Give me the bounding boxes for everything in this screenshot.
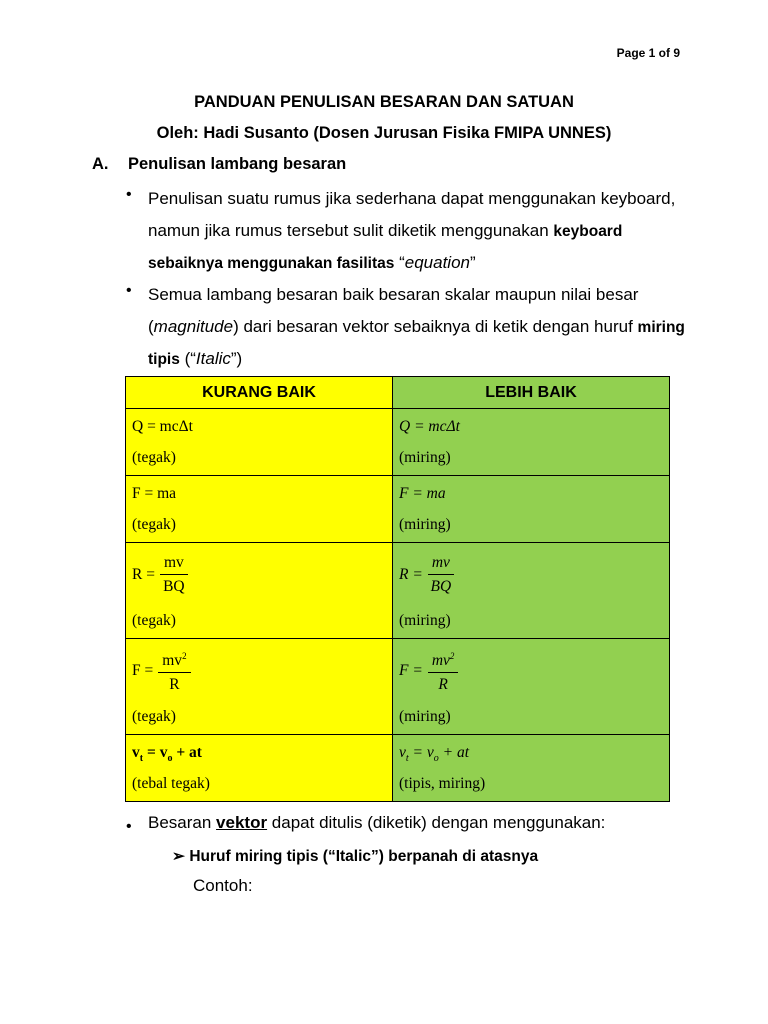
- formula-italic: [399, 641, 663, 701]
- numerator: mv: [428, 552, 454, 575]
- table-row: [126, 543, 670, 639]
- formula-bold-upright: [132, 737, 386, 768]
- bullet-dot: •: [126, 282, 132, 299]
- symbol: =: [143, 744, 160, 761]
- symbol: + at: [172, 744, 202, 761]
- fraction: [158, 645, 190, 697]
- italic-text: magnitude: [153, 316, 234, 336]
- formula-lhs: F =: [132, 662, 154, 679]
- formula-upright: [132, 545, 386, 605]
- sub-list-item: [172, 847, 538, 866]
- symbol: v: [399, 744, 406, 761]
- note: (miring): [399, 449, 451, 466]
- fraction: [160, 552, 188, 599]
- formula-italic: F = ma: [399, 485, 446, 502]
- numerator: [158, 645, 190, 673]
- page-number: Page 1 of 9: [616, 46, 680, 60]
- table-cell: [393, 639, 670, 735]
- formula-upright: Q = mcΔt: [132, 418, 193, 435]
- bullet-paragraph-3: [148, 813, 605, 833]
- table-cell: [393, 735, 670, 802]
- denominator: R: [438, 676, 448, 694]
- symbol: =: [408, 744, 427, 761]
- note: (tegak): [132, 516, 176, 533]
- note: (tegak): [132, 708, 176, 725]
- example-label: Contoh:: [193, 876, 253, 895]
- sub-item-text: Huruf miring tipis (“Italic”) berpanah di atasnya: [189, 848, 539, 865]
- subscript: o: [433, 753, 439, 765]
- table-cell: [393, 409, 670, 476]
- section-heading: [92, 155, 346, 174]
- bullet-dot: •: [126, 186, 132, 203]
- note: (tegak): [132, 449, 176, 466]
- table-cell: [126, 735, 393, 802]
- arrow-bullet-icon: ➢: [172, 848, 185, 865]
- subscript: t: [139, 753, 144, 765]
- italic-text: equation: [404, 253, 470, 272]
- numerator-text: mv: [431, 652, 450, 670]
- bullet-dot: •: [126, 818, 132, 835]
- exponent: 2: [449, 650, 455, 661]
- document-author: Oleh: Hadi Susanto (Dosen Jurusan Fisika FMIPA UNNES): [156, 124, 612, 142]
- symbol: v: [132, 744, 140, 761]
- note: (miring): [399, 708, 451, 725]
- quote: ”: [470, 253, 476, 272]
- bold-text: keyboard sebaiknya menggunakan fasilitas: [148, 222, 623, 272]
- paragraph-text: Penulisan suatu rumus jika sederhana dapat menggunakan keyboard, namun jika rumus tersebut sulit diketik menggunakan: [148, 189, 676, 240]
- subscript: t: [405, 753, 409, 765]
- formula-italic: [399, 545, 663, 605]
- fraction: [428, 645, 459, 697]
- note: (miring): [399, 612, 451, 629]
- bullet-paragraph-2: [148, 279, 688, 376]
- table-cell: [393, 476, 670, 543]
- formula-upright: F = ma: [132, 485, 177, 502]
- note: (tegak): [132, 612, 176, 629]
- section-heading-text: Penulisan lambang besaran: [128, 155, 347, 173]
- header-kurang-baik: KURANG BAIK: [126, 377, 393, 409]
- numerator-text: mv: [162, 652, 183, 670]
- section-letter: A.: [92, 155, 109, 173]
- table-row: [126, 409, 670, 476]
- numerator: mv: [160, 552, 188, 575]
- denominator: BQ: [430, 577, 452, 595]
- bold-text: miring tipis: [148, 318, 685, 368]
- comparison-table: [125, 376, 670, 802]
- table-row: [126, 476, 670, 543]
- bullet-paragraph-1: [148, 183, 688, 280]
- formula-lhs: F =: [399, 662, 423, 679]
- denominator: R: [169, 676, 180, 694]
- paragraph-text: Besaran: [148, 813, 217, 832]
- italic-text: Italic: [195, 349, 231, 368]
- note: (tipis, miring): [399, 775, 486, 792]
- paragraph-text: (“: [179, 349, 196, 368]
- table-header-row: [126, 377, 670, 409]
- paragraph-text: dapat ditulis (diketik) dengan menggunakan:: [267, 813, 606, 832]
- symbol: v: [426, 744, 434, 761]
- table-cell: [126, 409, 393, 476]
- table-cell: [126, 476, 393, 543]
- formula-upright: [132, 641, 386, 701]
- denominator: BQ: [163, 577, 185, 595]
- table-cell: [126, 639, 393, 735]
- formula-italic: [399, 737, 663, 768]
- paragraph-text: ) dari besaran vektor sebaiknya di ketik dengan huruf: [233, 316, 633, 336]
- table-row: [126, 735, 670, 802]
- numerator: [428, 645, 459, 673]
- exponent: 2: [182, 650, 187, 661]
- paragraph-text: Semua lambang besaran baik besaran skalar maupun nilai besar (: [148, 285, 639, 336]
- fraction: [428, 552, 454, 599]
- table-cell: [393, 543, 670, 639]
- note: (miring): [399, 516, 451, 533]
- table-cell: [126, 543, 393, 639]
- symbol: + at: [438, 744, 470, 761]
- header-lebih-baik: LEBIH BAIK: [393, 377, 670, 409]
- table-row: [126, 639, 670, 735]
- formula-lhs: R =: [132, 566, 155, 583]
- formula-italic: Q = mcΔt: [399, 418, 460, 435]
- subscript: o: [167, 753, 173, 765]
- document-title: PANDUAN PENULISAN BESARAN DAN SATUAN: [194, 93, 574, 111]
- underlined-text: vektor: [216, 813, 268, 832]
- symbol: v: [159, 744, 168, 761]
- note: (tebal tegak): [132, 775, 210, 792]
- paragraph-text: ”): [230, 349, 243, 368]
- quote: “: [394, 253, 405, 272]
- formula-lhs: R =: [399, 566, 423, 583]
